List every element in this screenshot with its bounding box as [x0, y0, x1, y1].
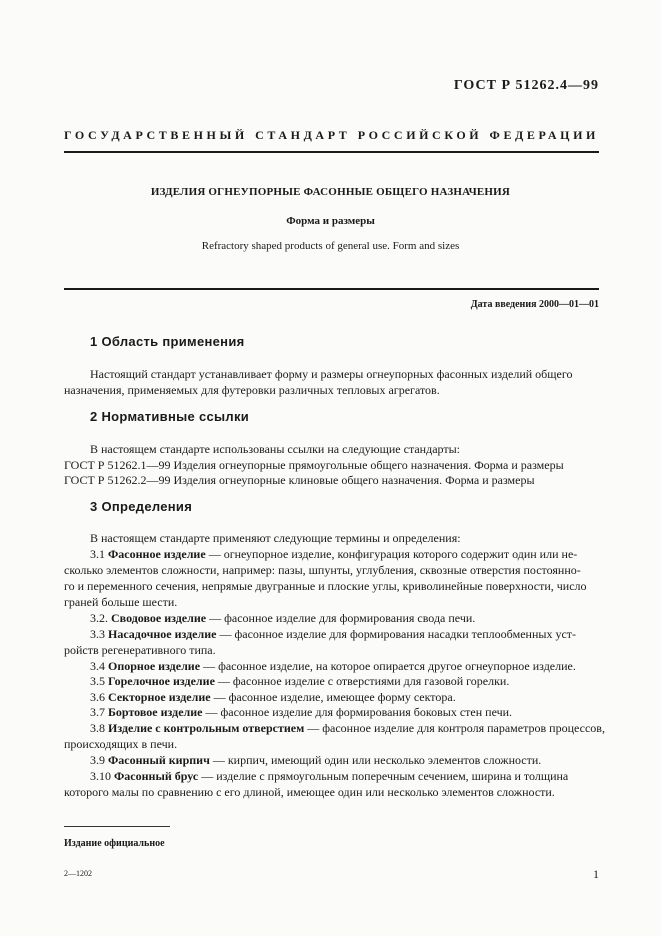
definition-term: Насадочное изделие [108, 627, 217, 641]
definition-term: Бортовое изделие [108, 705, 203, 719]
text-line: В настоящем стандарте использованы ссылки на следующие стандарты: [90, 442, 461, 456]
definition-number: 3.3 [90, 627, 105, 641]
definition-text: — фасонное изделие для формирования свода печи. [209, 611, 476, 625]
page-number: 1 [593, 867, 599, 881]
text-line: сколько элементов сложности, например: пазы, шпунты, углубления, сквозные отверстия постоянно- [64, 563, 581, 577]
text-line: граней больше шести. [64, 595, 178, 609]
definition-text: — фасонное изделие для формирования боковых стен печи. [205, 705, 513, 719]
definition-item [90, 768, 599, 785]
definition-item [90, 626, 599, 643]
text-line: В настоящем стандарте применяют следующие термины и определения: [90, 531, 461, 545]
definition-item [90, 752, 599, 769]
definition-item [90, 704, 599, 721]
definition-cont [64, 594, 599, 611]
text-line: го и переменного сечения, непрямые двугранные и плоские углы, криволинейные поверхности, число [64, 579, 587, 593]
definition-number: 3.8 [90, 721, 105, 735]
edition-label: Издание официальное [64, 838, 165, 849]
doc-code: ГОСТ Р 51262.4—99 [453, 78, 599, 93]
definition-cont [64, 784, 599, 801]
top-rule [64, 151, 599, 153]
section-heading-scope: 1 Область применения [90, 334, 245, 349]
definition-item [90, 610, 599, 627]
definition-number: 3.9 [90, 753, 105, 767]
definition-item [90, 673, 599, 690]
definition-text: — фасонное изделие, имеющее форму сектора. [213, 690, 456, 704]
definition-cont [64, 578, 599, 595]
document-title: ИЗДЕЛИЯ ОГНЕУПОРНЫЕ ФАСОННЫЕ ОБЩЕГО НАЗНАЧЕНИЯ [150, 186, 511, 198]
references-block [90, 441, 599, 458]
definition-cont [64, 642, 599, 659]
state-standard-banner [64, 128, 599, 143]
definition-text: — изделие с прямоугольным поперечным сечением, ширина и толщина [201, 769, 569, 783]
definition-number: 3.5 [90, 674, 105, 688]
definition-text: — фасонное изделие, на которое опирается другое огнеупорное изделие. [203, 659, 576, 673]
definition-item [90, 546, 599, 563]
text-line: которого малы по сравнению с его длиной, имеющее один или несколько элементов сложности. [64, 785, 555, 799]
reference-item [64, 472, 599, 489]
english-title: Refractory shaped products of general use. Form and sizes [201, 240, 460, 252]
definition-term: Сводовое изделие [111, 611, 207, 625]
definition-item [90, 720, 605, 737]
state-standard-word: РОССИЙСКОЙ [357, 128, 483, 142]
definition-term: Секторное изделие [108, 690, 211, 704]
section-heading-references: 2 Нормативные ссылки [90, 409, 250, 424]
state-standard-word: ФЕДЕРАЦИИ [489, 128, 599, 142]
definition-text: — фасонное изделие с отверстиями для газовой горелки. [217, 674, 510, 688]
text-line: Настоящий стандарт устанавливает форму и размеры огнеупорных фасонных изделий общего [90, 367, 573, 381]
middle-rule [64, 288, 599, 290]
state-standard-word: СТАНДАРТ [255, 128, 351, 142]
definition-text: — фасонное изделие для формирования насадки теплообменных уст- [219, 627, 577, 641]
text-line: назначения, применяемых для футеровки различных тепловых агрегатов. [64, 383, 440, 397]
definition-number: 3.6 [90, 690, 105, 704]
definition-number: 3.7 [90, 705, 105, 719]
document-subtitle: Форма и размеры [286, 215, 375, 227]
section-heading-definitions: 3 Определения [90, 499, 193, 514]
definition-text: — кирпич, имеющий один или несколько элементов сложности. [212, 753, 542, 767]
definitions-intro [90, 530, 599, 547]
definition-text: — фасонное изделие для контроля параметров процессов, [307, 721, 605, 735]
footer-rule [64, 826, 170, 827]
definition-term: Горелочное изделие [108, 674, 215, 688]
definition-number: 3.10 [90, 769, 111, 783]
definition-cont [64, 562, 599, 579]
text-line: ГОСТ Р 51262.1—99 Изделия огнеупорные прямоугольные общего назначения. Форма и размеры [64, 458, 564, 472]
state-standard-word: ГОСУДАРСТВЕННЫЙ [64, 128, 248, 142]
text-line: происходящих в печи. [64, 737, 178, 751]
definition-term: Фасонный кирпич [108, 753, 210, 767]
print-code: 2—1202 [64, 869, 92, 878]
definition-text: — огнеупорное изделие, конфигурация которого содержит один или не- [208, 547, 578, 561]
definition-number: 3.4 [90, 659, 105, 673]
definition-term: Фасонный брус [114, 769, 199, 783]
definition-number: 3.1 [90, 547, 105, 561]
definition-term: Изделие с контрольным отверстием [108, 721, 305, 735]
scope-paragraph [90, 366, 599, 383]
introduction-date: Дата введения 2000—01—01 [470, 299, 599, 310]
definition-term: Фасонное изделие [108, 547, 206, 561]
definition-number: 3.2. [90, 611, 108, 625]
text-line: ройств регенеративного типа. [64, 643, 216, 657]
scope-paragraph-cont [64, 382, 599, 399]
definition-term: Опорное изделие [108, 659, 201, 673]
definition-cont [64, 736, 599, 753]
text-line: ГОСТ Р 51262.2—99 Изделия огнеупорные клиновые общего назначения. Форма и размеры [64, 473, 535, 487]
